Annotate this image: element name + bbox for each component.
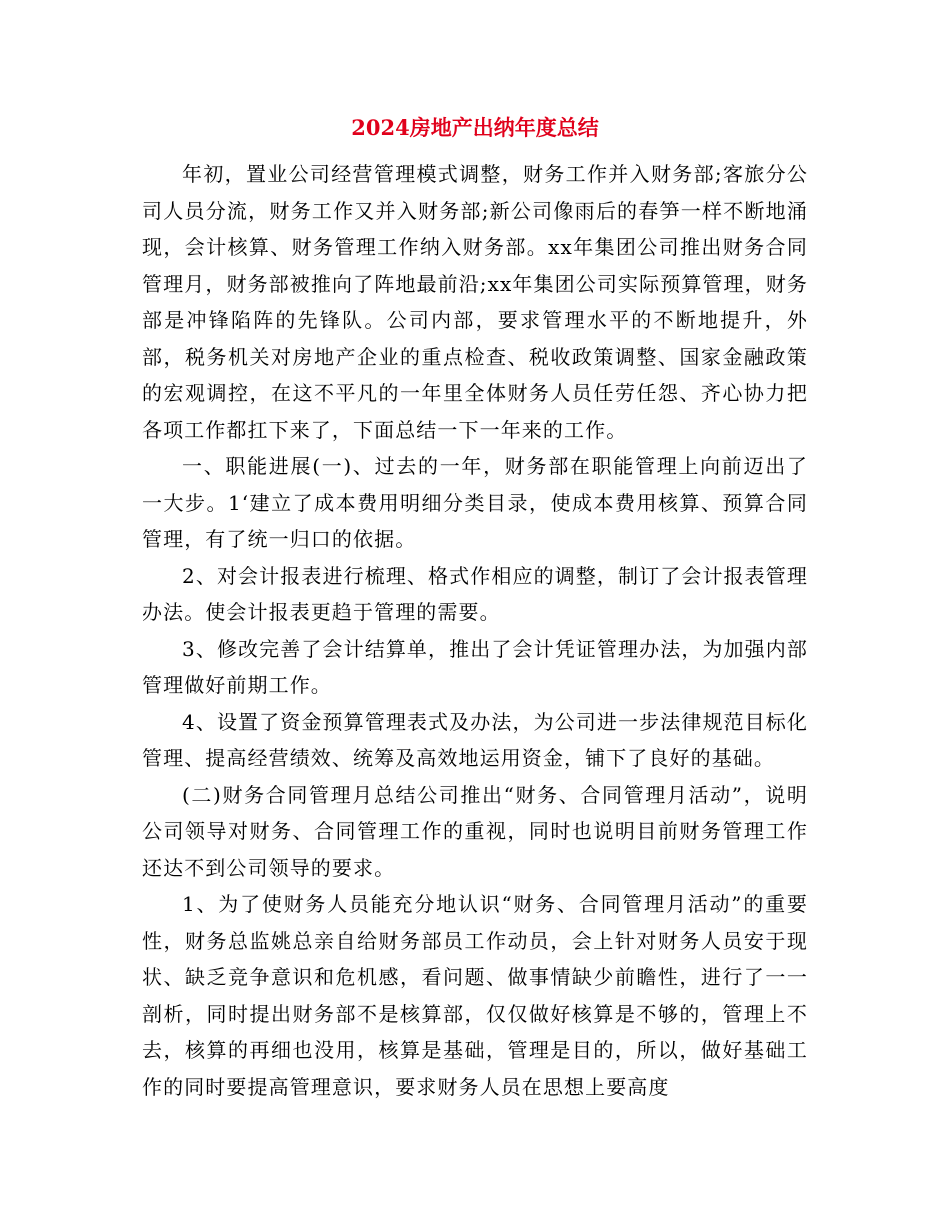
paragraph-section-1: 一、职能进展(一)、过去的一年，财务部在职能管理上向前迈出了一大步。1‘建立了成本费用明细分类目录，使成本费用核算、预算合同管理，有了统一归口的依据。: [142, 454, 808, 551]
paragraph-intro: 年初，置业公司经营管理模式调整，财务工作并入财务部;客旅分公司人员分流，财务工作又并入财务部;新公司像雨后的春笋一样不断地涌现，会计核算、财务管理工作纳入财务部。xx年集团公司推出财务合同管理月，财务部被推向了阵地最前沿;xx年集团公司实际预算管理，财务部是冲锋陷阵的先锋队。公司内部，要求管理水平的不断地提升，外部，税务机关对房地产企业的重点检查、税收政策调整、国家金融政策的宏观调控，在这不平凡的一年里全体财务人员任劳任怨、齐心协力把各项工作都扛下来了，下面总结一下一年来的工作。: [142, 162, 808, 442]
paragraph-item-4: 4、设置了资金预算管理表式及办法，为公司进一步法律规范目标化管理、提高经营绩效、统筹及高效地运用资金，铺下了良好的基础。: [142, 709, 808, 770]
paragraph-item-2: 2、对会计报表进行梳理、格式作相应的调整，制订了会计报表管理办法。使会计报表更趋于管理的需要。: [142, 563, 808, 624]
paragraph-item-1: 1、为了使财务人员能充分地认识“财务、合同管理月活动”的重要性，财务总监姚总亲自给财务部员工作动员，会上针对财务人员安于现状、缺乏竞争意识和危机感，看问题、做事情缺少前瞻性，进行了一一剖析，同时提出财务部不是核算部，仅仅做好核算是不够的，管理上不去，核算的再细也没用，核算是基础，管理是目的，所以，做好基础工作的同时要提高管理意识，要求财务人员在思想上要高度: [142, 892, 808, 1099]
paragraph-item-3: 3、修改完善了会计结算单，推出了会计凭证管理办法，为加强内部管理做好前期工作。: [142, 636, 808, 697]
paragraph-section-2: (二)财务合同管理月总结公司推出“财务、合同管理月活动”，说明公司领导对财务、合同管理工作的重视，同时也说明目前财务管理工作还达不到公司领导的要求。: [142, 782, 808, 880]
document-body: [142, 156, 808, 1105]
document-title: 2024房地产出纳年度总结: [351, 115, 599, 140]
